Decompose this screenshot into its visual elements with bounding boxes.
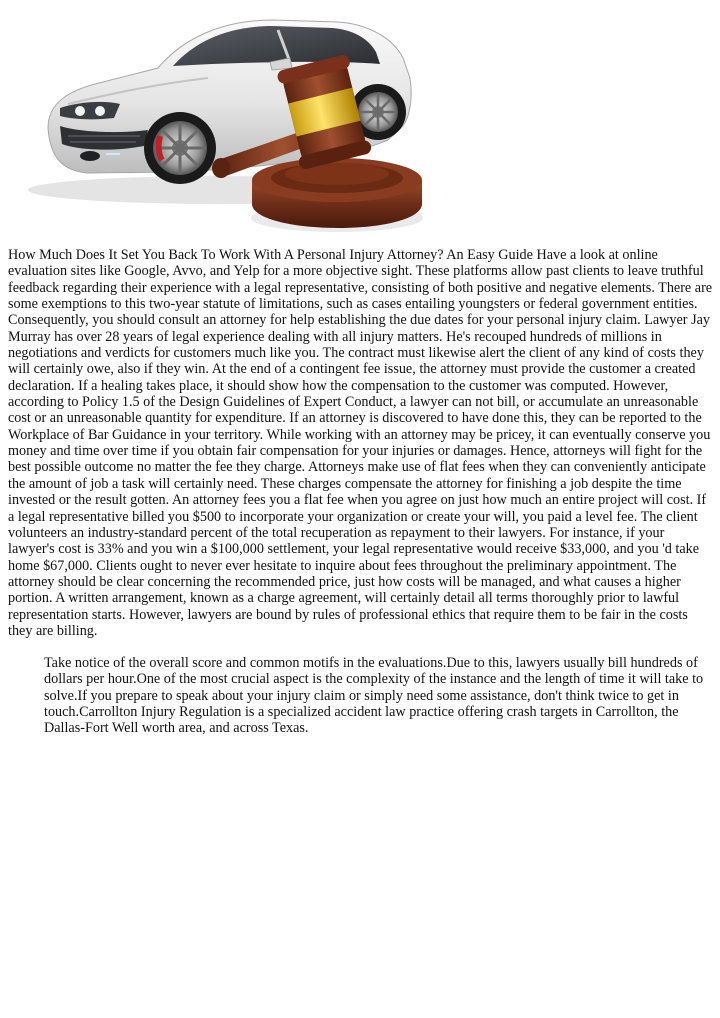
car-gavel-image [8, 8, 460, 234]
indented-quote: Take notice of the overall score and common motifs in the evaluations.Due to this, lawyers usually bill hundreds of dollars per hour.One of the most crucial aspect is the complexity of the instance and the length of time it will take to solve.If you prepare to speak about your injury claim or simply need some assistance, don't think twice to get in touch.Carrollton Injury Regulation is a specialized accident law practice offering crash targets in Carrollton, the Dallas-Fort Well worth area, and across Texas. [44, 655, 704, 737]
article-body: How Much Does It Set You Back To Work With A Personal Injury Attorney? An Easy Guide Have a look at online evaluation sites like Google, Avvo, and Yelp for a more objective sight. These platforms allow past clients to leave truthful feedback regarding their experience with a legal representative, consisting of both positive and negative elements. There are some exemptions to this two-year statute of limitations, such as cases entailing youngsters or federal government entities. Consequently, you should consult an attorney for help establishing the due dates for your personal injury claim. Lawyer Jay Murray has over 28 years of legal experience dealing with all injury matters. He's recouped hundreds of millions in negotiations and verdicts for customers much like you. The contract must likewise alert the client of any kind of costs they will certainly owe, also if they win. At the end of a contingent fee issue, the attorney must provide the customer a created declaration. If a healing takes place, it should show how the compensation to the customer was computed. However, according to Policy 1.5 of the Design Guidelines of Expert Conduct, a lawyer can not bill, or accumulate an unreasonable cost or an unreasonable quantity for expenditure. If an attorney is discovered to have done this, they can be reported to the Workplace of Bar Guidance in your territory. While working with an attorney may be pricey, it can eventually conserve you money and time over time if you obtain fair compensation for your injuries or damages. Hence, attorneys will fight for the best possible outcome no matter the fee they charge. Attorneys make use of flat fees when they can conveniently anticipate the amount of job a task will certainly need. These charges compensate the attorney for finishing a job despite the time invested or the result gotten. An attorney fees you a flat fee when you agree on just how much an entire project will cost. If a legal representative billed you $500 to incorporate your organization or create your will, you paid a level fee. The client volunteers an industry-standard percent of the total recuperation as repayment to their lawyers. For instance, if your lawyer's cost is 33% and you win a $100,000 settlement, your legal representative would receive $33,000, and you 'd take home $67,000. Clients ought to never ever hesitate to inquire about fees throughout the preliminary appointment. The attorney should be clear concerning the recommended price, just how costs will be managed, and what causes a higher portion. A written arrangement, known as a charge agreement, will certainly detail all terms thoroughly prior to lawful representation starts. However, lawyers are bound by rules of professional ethics that require them to be fair in the costs they are billing. [8, 247, 713, 639]
